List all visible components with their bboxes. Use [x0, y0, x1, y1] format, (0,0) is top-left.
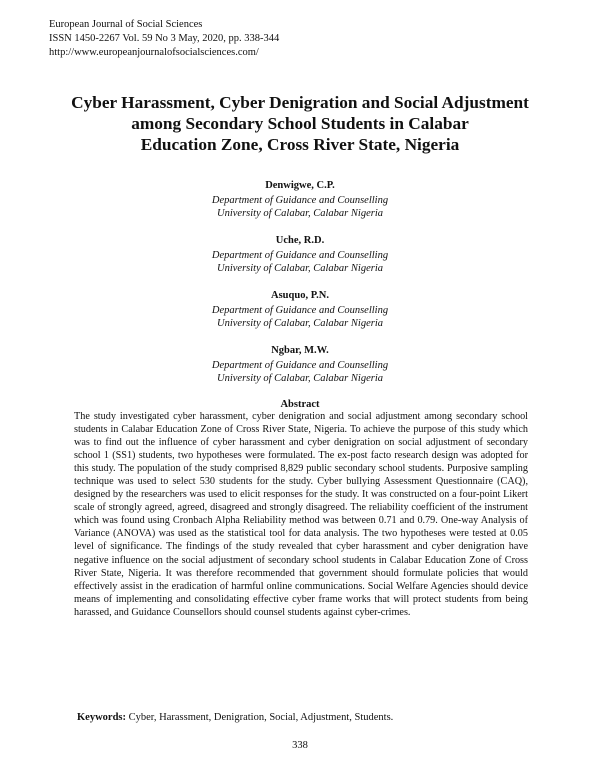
journal-issue: ISSN 1450-2267 Vol. 59 No 3 May, 2020, pp. 338-344 [49, 33, 280, 44]
page-number: 338 [292, 740, 308, 751]
journal-name: European Journal of Social Sciences [49, 19, 203, 30]
author-name: Asuquo, P.N. [271, 290, 329, 301]
author-department: Department of Guidance and Counselling [211, 360, 389, 371]
author-name: Denwigwe, C.P. [265, 180, 335, 191]
author-block [0, 234, 600, 275]
author-block [0, 179, 600, 220]
abstract-heading: Abstract [280, 399, 320, 410]
keywords-label: Keywords: [77, 712, 126, 723]
author-university: University of Calabar, Calabar Nigeria [217, 318, 383, 329]
author-university: University of Calabar, Calabar Nigeria [217, 208, 383, 219]
author-block [0, 289, 600, 330]
author-list [0, 179, 600, 399]
author-department: Department of Guidance and Counselling [211, 250, 389, 261]
keywords-line [77, 711, 393, 724]
title-line: among Secondary School Students in Calabar [131, 114, 469, 133]
author-block [0, 344, 600, 385]
author-university: University of Calabar, Calabar Nigeria [217, 263, 383, 274]
journal-masthead [49, 18, 279, 60]
title-line: Cyber Harassment, Cyber Denigration and Social Adjustment [71, 93, 529, 112]
author-university: University of Calabar, Calabar Nigeria [217, 373, 383, 384]
abstract-text: The study investigated cyber harassment, cyber denigration and social adjustment among secondary school students in Calabar Education Zone of Cross River State, Nigeria. To achieve the purpose of this study which was to find out the influence of cyber harassment and cyber denigration on social adjustment of secondary school 1 (SS1) students, two hypotheses were formulated. The ex-post facto research design was adopted for this study. The population of the study comprised 8,829 public secondary school students. Purposive sampling technique was used to select 530 students for the study. Cyber bullying Assessment Questionnaire (CAQ), designed by the researchers was used to elicit responses for the study. It was constructed on a four-point Likert scale of strongly agreed, agreed, disagreed and strongly disagreed. The reliability coefficient of the instrument which was found using Cronbach Alpha Reliability method was between 0.71 and 0.79. One-way Analysis of Variance (ANOVA) was used as the statistical tool for data analysis. The two hypotheses were tested at 0.05 level of significance. The findings of the study revealed that cyber harassment and cyber denigration have negative influence on the social adjustment of secondary school students in Calabar Education Zone of Cross River State, Nigeria. It was therefore recommended that government should formulate policies that would effectively assist in the eradication of harmful online communications. Social Welfare Agencies should device means of implementing and consolidating effective cyber frame works that will protect students from being harassed, and Guidance Counsellors should counsel students against cyber-crimes. [74, 411, 528, 618]
keywords-text: Cyber, Harassment, Denigration, Social, Adjustment, Students. [128, 712, 394, 723]
author-department: Department of Guidance and Counselling [211, 305, 389, 316]
title-line: Education Zone, Cross River State, Nigeria [140, 135, 460, 154]
journal-url[interactable]: http://www.europeanjournalofsocialsciences.com/ [49, 47, 259, 58]
author-name: Ngbar, M.W. [271, 345, 329, 356]
author-department: Department of Guidance and Counselling [211, 195, 389, 206]
paper-title [40, 92, 560, 155]
author-name: Uche, R.D. [275, 235, 325, 246]
